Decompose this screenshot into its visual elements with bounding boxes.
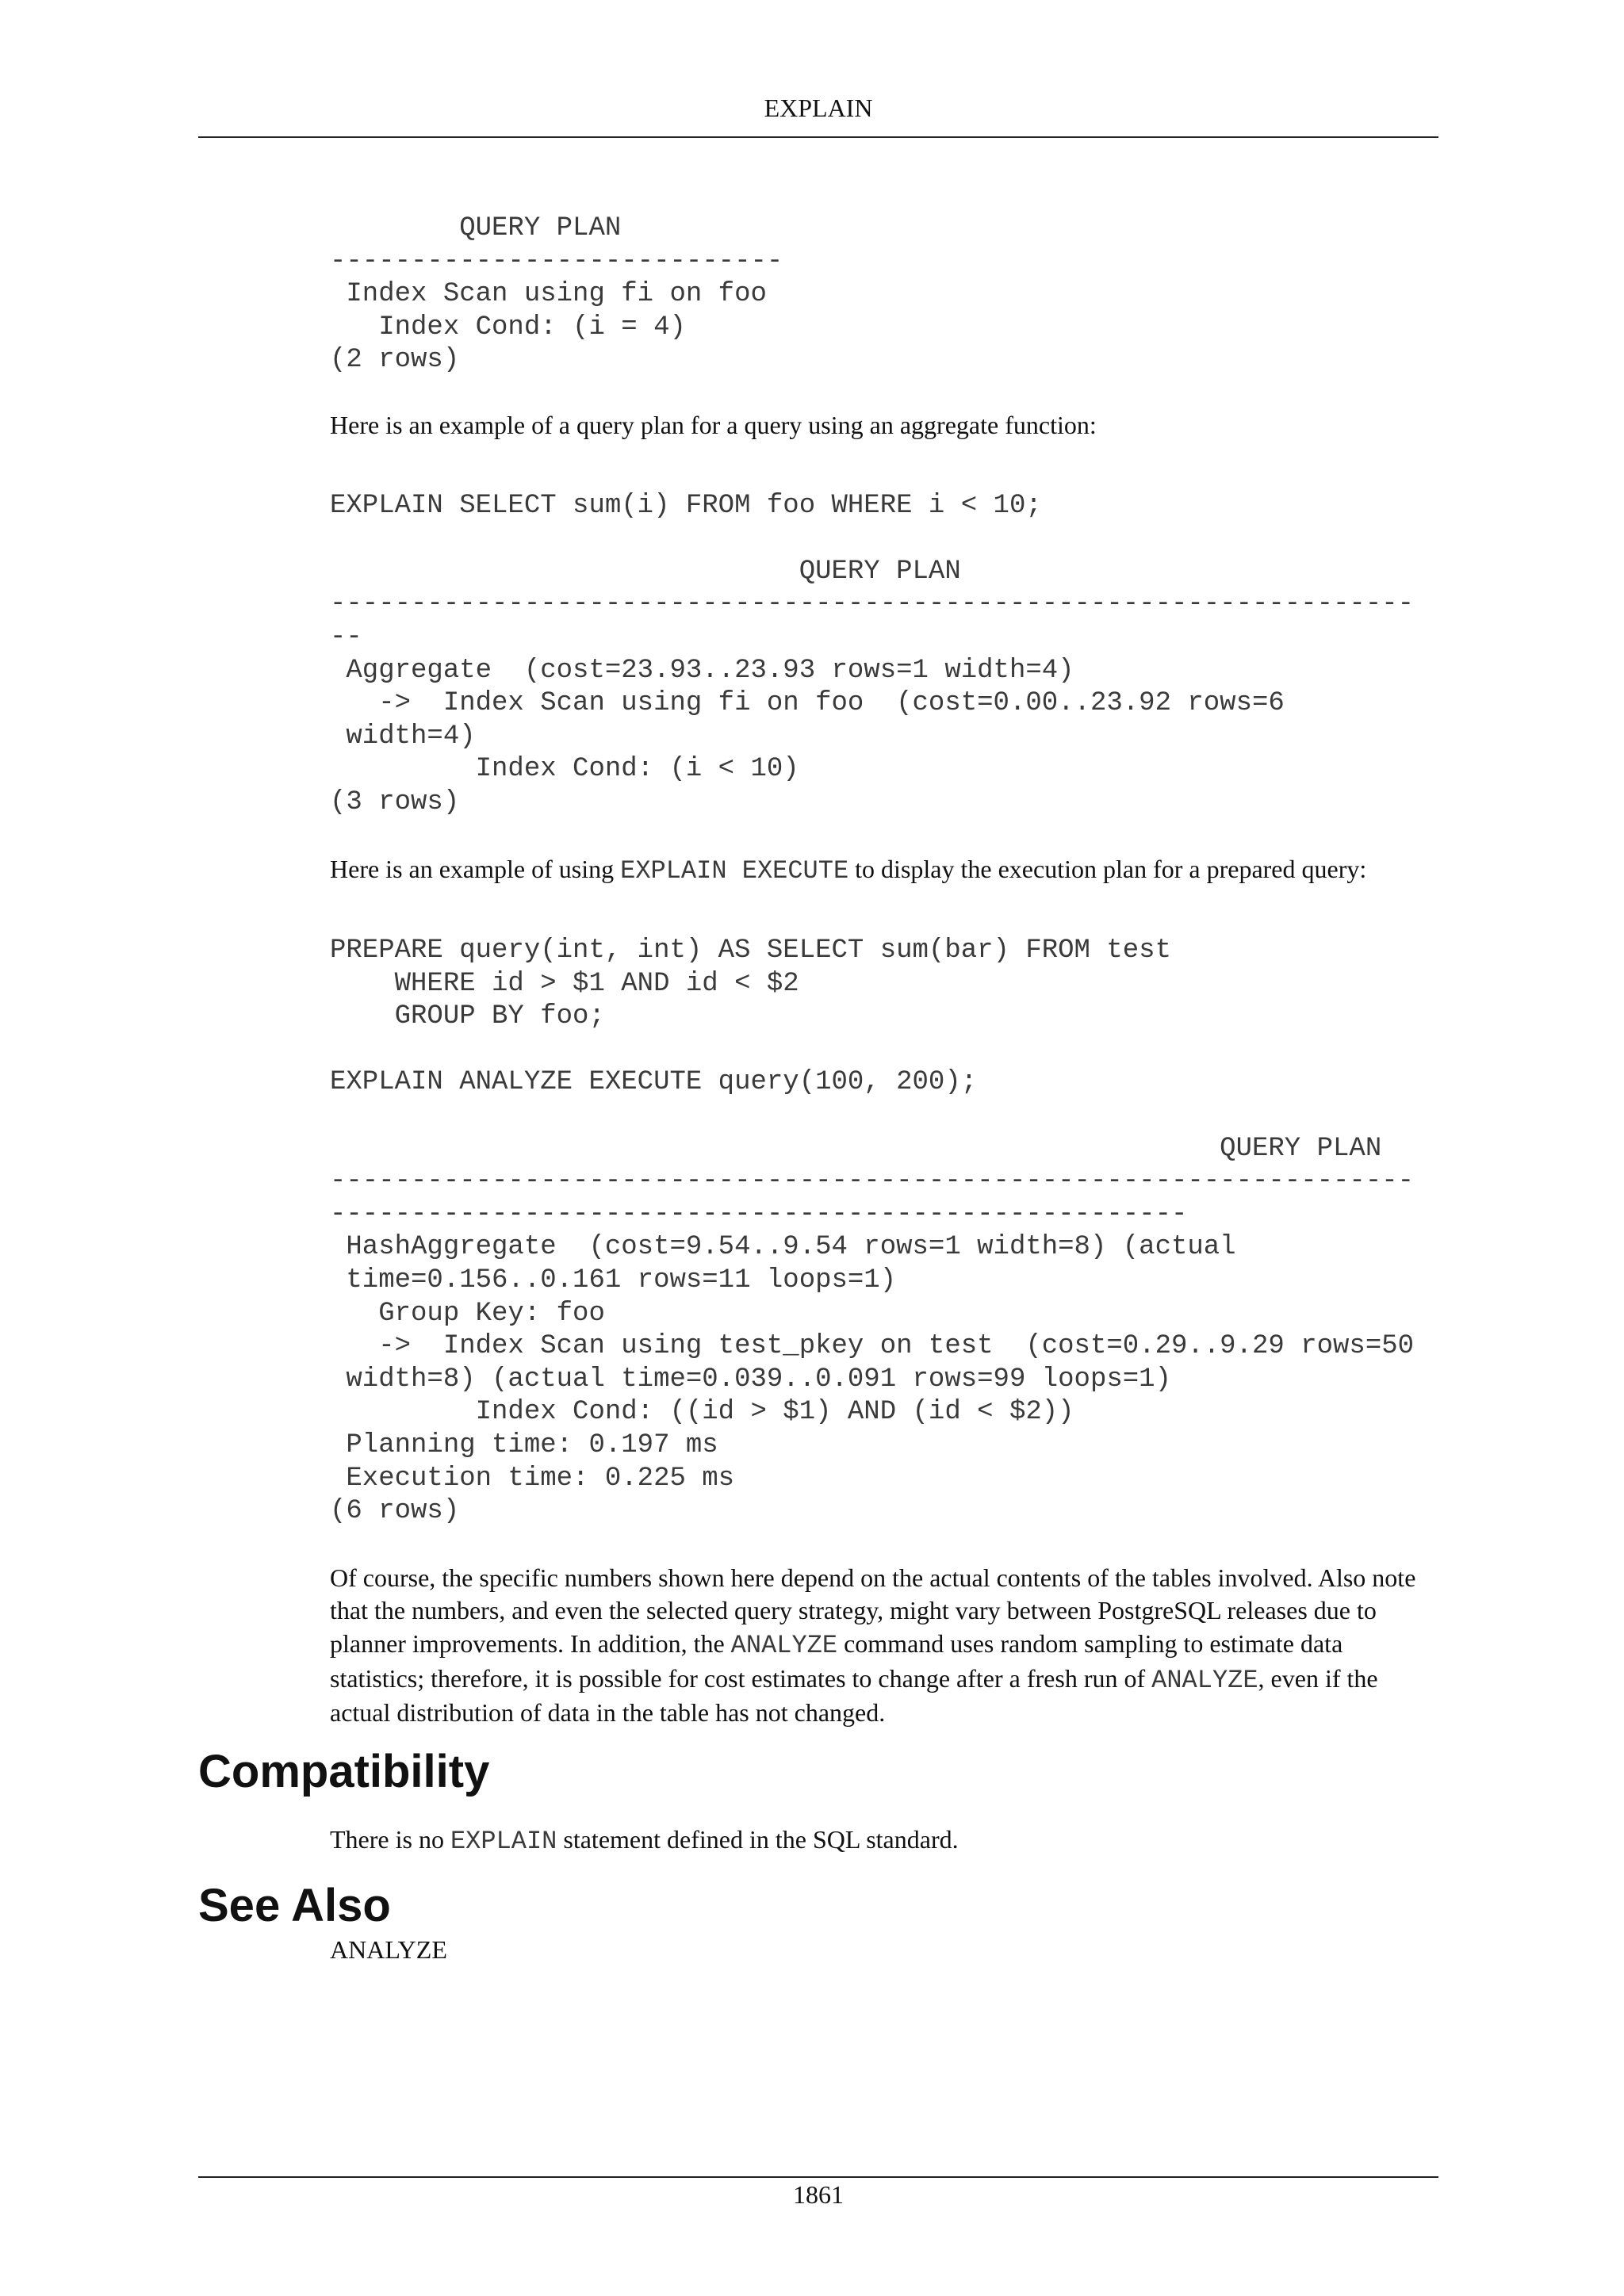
prepared-query-example-code: PREPARE query(int, int) AS SELECT sum(bar) FROM test WHERE id > $1 AND id < $2 GROUP BY foo; EXPLAIN ANALYZE EXECUTE query(100, 200); QUERY PLAN ------------------------------------------------------------------- ----------------------------------------------------- HashAggregate (cost=9.54..9.54 rows=1 width=8) (actual time=0.156..0.161 rows=11 loops=1) Group Key: foo -> Index Scan using test_pkey on test (cost=0.29..9.29 rows=50 width=8) (actual time=0.039..0.091 rows=99 loops=1) Index Cond: ((id > $1) AND (id < $2)) Planning time: 0.197 ms Execution time: 0.225 ms (6 rows) [330, 936, 1415, 1527]
page-header-title: EXPLAIN [764, 94, 873, 122]
execute-paragraph-text-1: Here is an example of using [330, 854, 621, 883]
compatibility-paragraph [330, 1823, 1438, 1858]
see-also-section [330, 1934, 1438, 1967]
note-text-3: , even if the actual distribution of data in the table has not changed. [330, 1663, 1378, 1728]
see-also-analyze-link[interactable]: ANALYZE [330, 1935, 447, 1965]
compatibility-section [330, 1823, 1438, 1858]
examples-section [330, 212, 1438, 1730]
execute-paragraph-text-2: to display the execution plan for a prepared query: [848, 854, 1367, 883]
aggregate-example-code: EXPLAIN SELECT sum(i) FROM foo WHERE i < 10; QUERY PLAN ------------------------------------------------------------------- -- Aggregate (cost=23.93..23.93 rows=1 width=4) -> Index Scan using fi on foo (cost=0.00..23.92 rows=6 width=4) Index Cond: (i < 10) (3 rows) [330, 490, 1415, 817]
footer-rule [198, 2176, 1438, 2178]
note-text-2: command uses random sampling to estimate data statistics; therefore, it is possible for cost estimates to change after a fresh run of [330, 1628, 1343, 1693]
compat-text-2: statement defined in the SQL standard. [557, 1824, 959, 1854]
aggregate-example-paragraph: Here is an example of a query plan for a query using an aggregate function: [330, 410, 1097, 439]
query-plan-output-1: QUERY PLAN ---------------------------- Index Scan using fi on foo Index Cond: (i = 4) (2 rows) [330, 213, 783, 376]
analyze-code-2: ANALYZE [1151, 1665, 1258, 1695]
see-also-heading: See Also [198, 1880, 391, 1932]
analyze-code-1: ANALYZE [730, 1630, 838, 1660]
compatibility-heading: Compatibility [198, 1745, 490, 1797]
page-number: 1861 [793, 2180, 844, 2209]
compat-text-1: There is no [330, 1824, 450, 1854]
note-text-1: Of course, the specific numbers shown here depend on the actual contents of the tables involved. Also note that the numbers, and even the selected query strategy, might vary between PostgreSQL releases due to planner improvements. In addition, the [330, 1563, 1416, 1658]
explain-execute-code: EXPLAIN EXECUTE [620, 855, 849, 886]
explain-code: EXPLAIN [450, 1826, 557, 1856]
page-content [198, 212, 1438, 1967]
numbers-note-paragraph [330, 1562, 1438, 1730]
header-rule [198, 136, 1438, 138]
execute-example-paragraph [330, 853, 1438, 888]
